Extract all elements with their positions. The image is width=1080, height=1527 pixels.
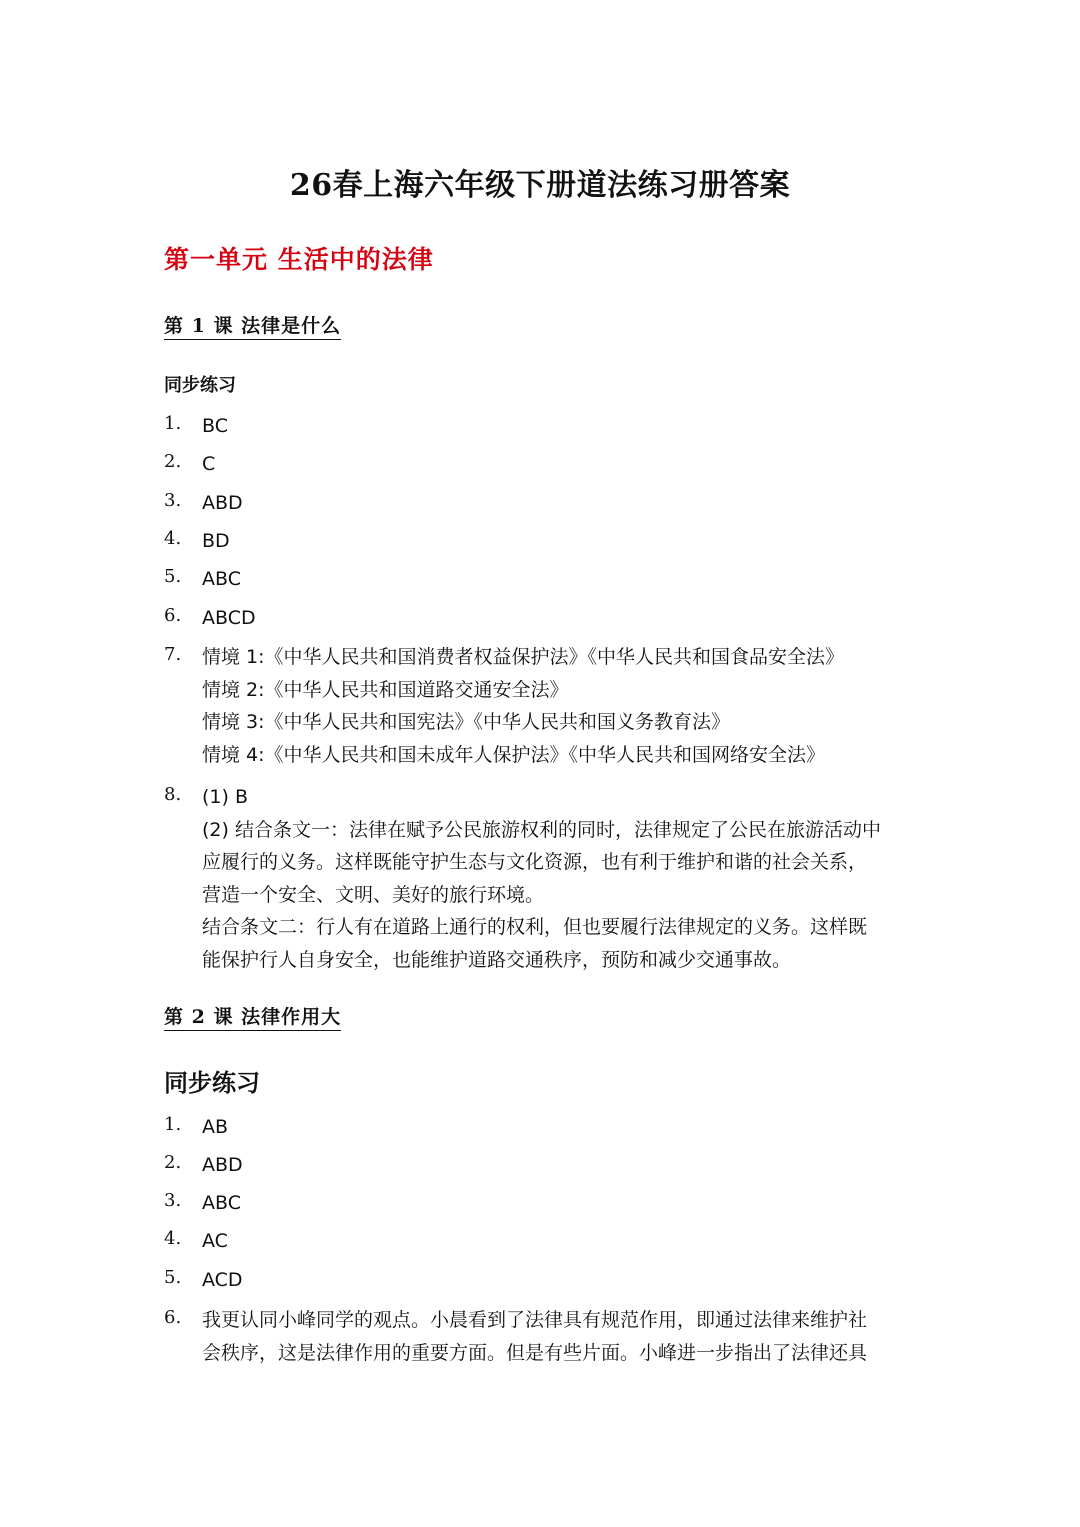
lesson-2-section-label: 同步练习 [164,1069,260,1097]
answer-number: 6. [164,605,182,626]
answer-number: 5. [164,566,182,587]
answer-number: 1. [164,1114,182,1135]
answer-text: ABD [202,492,243,514]
lesson-1-section-label: 同步练习 [164,375,236,396]
lesson-1-heading: 第 1 课 法律是什么 [164,311,341,340]
answer-text: ABC [202,568,241,590]
answer-line: (1) B [202,786,248,808]
answer-line: 营造一个安全、文明、美好的旅行环境。 [202,883,545,906]
answer-number: 7. [164,644,182,665]
answer-text: ABCD [202,607,256,629]
answer-body [202,1307,932,1372]
document-title: 26春上海六年级下册道法练习册答案 [289,168,791,203]
answer-text: C [202,453,216,475]
answer-number: 2. [164,451,182,472]
answer-number: 5. [164,1267,182,1288]
answer-body [202,644,932,774]
answer-body [202,784,932,979]
answer-number: 6. [164,1307,182,1328]
answer-line: 结合条文二：行人有在道路上通行的权利，但也要履行法律规定的义务。这样既 [202,916,868,938]
answer-text: AC [202,1230,228,1252]
answer-line: 情境 3:《中华人民共和国宪法》《中华人民共和国义务教育法》 [202,711,731,733]
answer-number: 8. [164,784,182,805]
answer-number: 3. [164,490,182,511]
answer-text: ABC [202,1192,241,1214]
answer-line: 情境 4:《中华人民共和国未成年人保护法》《中华人民共和国网络安全法》 [202,743,826,766]
answer-number: 1. [164,413,182,434]
answer-line: 我更认同小峰同学的观点。小晨看到了法律具有规范作用，即通过法律来维护社 [202,1309,868,1331]
lesson-2-heading: 第 2 课 法律作用大 [164,1002,341,1031]
answer-number: 3. [164,1190,182,1211]
answer-text: AB [202,1116,229,1138]
answer-line: 会秩序，这是法律作用的重要方面。但是有些片面。小峰进一步指出了法律还具 [202,1341,868,1364]
answer-text: BD [202,530,230,552]
answer-text: ACD [202,1269,243,1291]
answer-line: 能保护行人自身安全，也能维护道路交通秩序，预防和减少交通事故。 [202,948,792,971]
unit-heading: 第一单元 生活中的法律 [164,245,434,274]
answer-number: 2. [164,1152,182,1173]
answer-line: 情境 1:《中华人民共和国消费者权益保护法》《中华人民共和国食品安全法》 [202,646,845,668]
answer-line: 情境 2:《中华人民共和国道路交通安全法》 [202,678,569,701]
answer-number: 4. [164,1228,182,1249]
answer-text: BC [202,415,228,437]
answer-number: 4. [164,528,182,549]
answer-line: (2) 结合条文一：法律在赋予公民旅游权利的同时，法律规定了公民在旅游活动中 [202,818,881,841]
answer-text: ABD [202,1154,243,1176]
answer-line: 应履行的义务。这样既能守护生态与文化资源，也有利于维护和谐的社会关系， [202,851,868,873]
